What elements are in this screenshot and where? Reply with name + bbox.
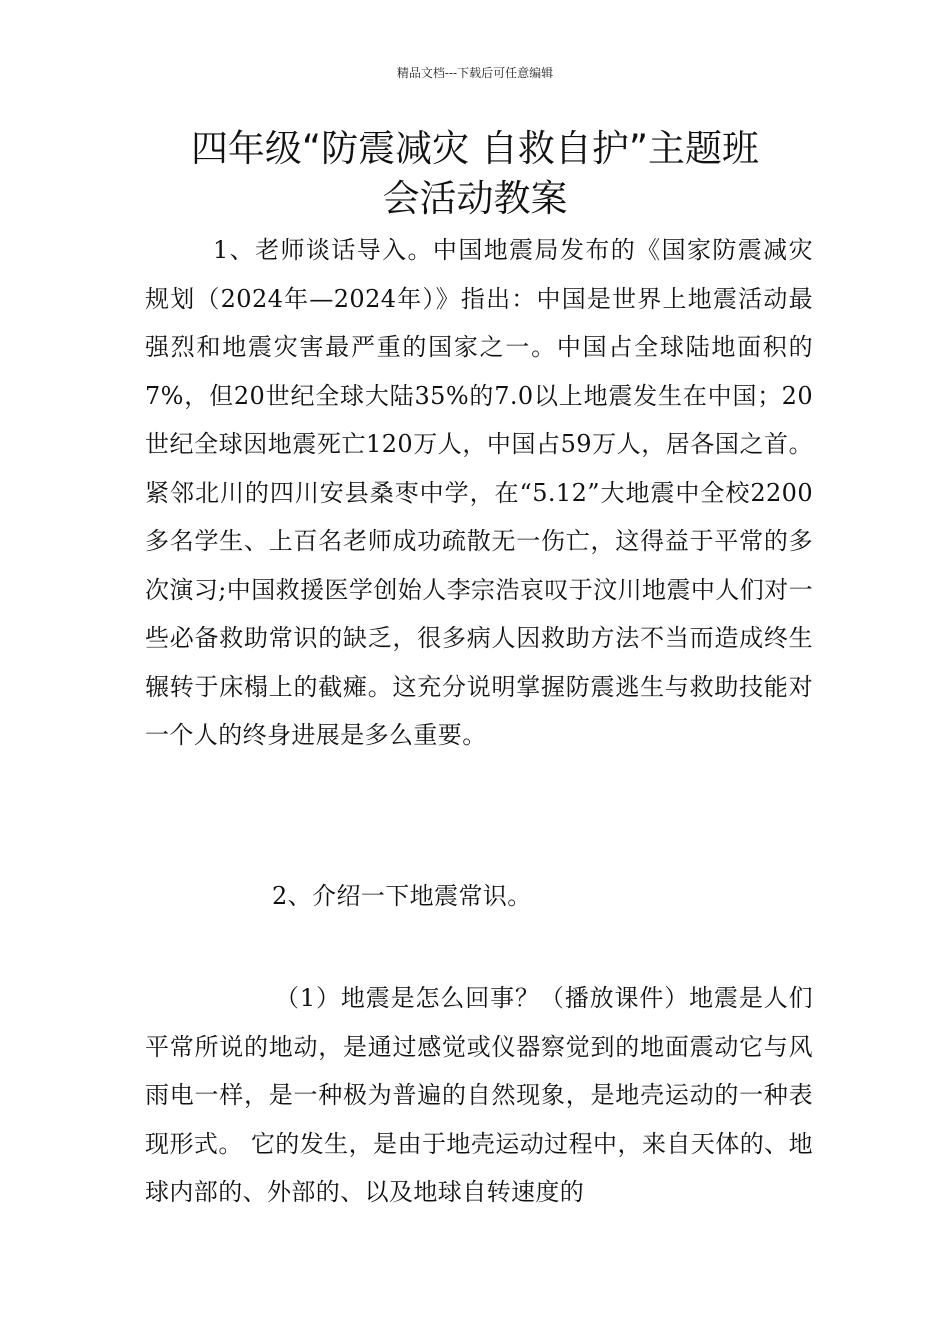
header-note: 精品文档---下载后可任意编辑 xyxy=(396,66,554,80)
paragraph-intro: 1、老师谈话导入。中国地震局发布的《国家防震减灾规划（2024年—2024年）》指出：中国是世界上地震活动最强烈和地震灾害最严重的国家之一。中国占全球陆地面积的7%，但20世纪全球大陆35%的7.0以上地震发生在中国；20世纪全球因地震死亡120万人，中国占59万人，居各国之首。紧邻北川的四川安县桑枣中学，在“5.12”大地震中全校2200多名学生、上百名老师成功疏散无一伤亡，这得益于平常的多次演习;中国救援医学创始人李宗浩哀叹于汶川地震中人们对一些必备救助常识的缺乏，很多病人因救助方法不当而造成终生辗转于床榻上的截瘫。这充分说明掌握防震逃生与救助技能对一个人的终身进展是多么重要。 xyxy=(145,236,813,749)
title-line-1: 四年级“防震减灾 自救自护”主题班 xyxy=(190,127,760,170)
paragraph-earthquake-explanation: （1）地震是怎么回事？（播放课件）地震是人们平常所说的地动，是通过感觉或仪器察觉到的地面震动它与风雨电一样，是一种极为普遍的自然现象，是地壳运动的一种表现形式。 它的发生，是由于地壳运动过程中，来自天体的、地球内部的、外部的、以及地球自转速度的 xyxy=(145,984,813,1206)
paragraph-section-heading: 2、介绍一下地震常识。 xyxy=(272,882,532,910)
title-line-2: 会活动教案 xyxy=(382,177,568,220)
page-title xyxy=(130,124,820,224)
